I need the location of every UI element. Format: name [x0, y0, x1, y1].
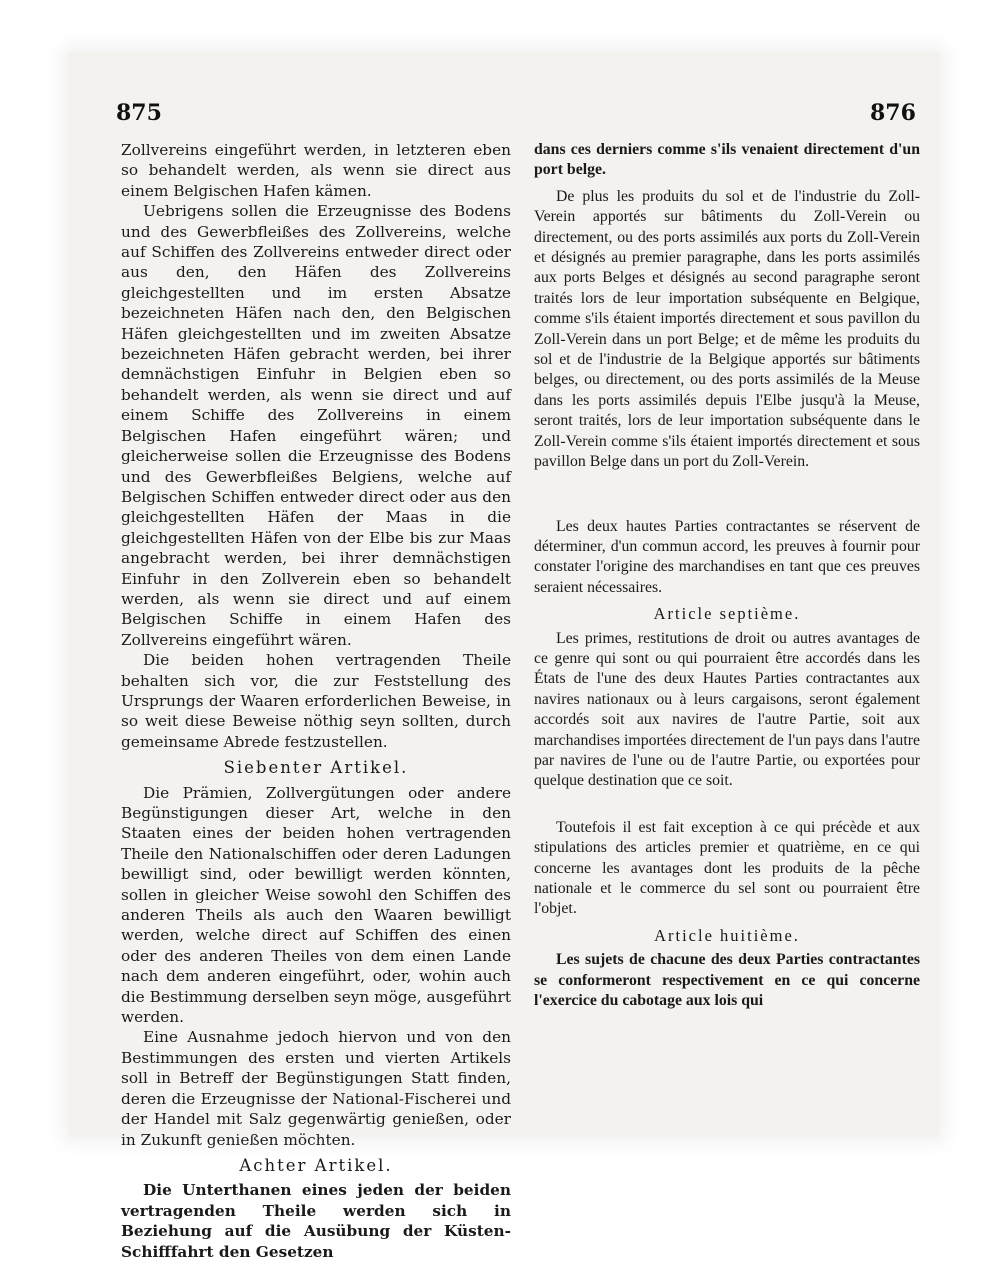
french-paragraph-1: dans ces derniers comme s'ils venaient directement d'un port belge.	[534, 141, 920, 179]
french-paragraph-3: Les deux hautes Parties contractantes se réservent de déterminer, d'un commun accord, les preuves à fournir pour constater l'origine des marchandises en tant que ces preuves seraient nécessaires.	[534, 517, 920, 596]
french-column	[534, 140, 920, 1011]
french-paragraph-5: Toutefois il est fait exception à ce qui précède et aux stipulations des articles premier et quatrième, en ce qui concerne les avantages dont les produits de la pêche nationale et le commerce du sel sont ou pourraient être l'objet.	[534, 818, 920, 918]
french-paragraph-6: Les sujets de chacune des deux Parties contractantes se conformeront respectivement en ce qui concerne l'exercice du cabotage aux lois qui	[534, 951, 920, 1010]
german-paragraph-1: Zollvereins eingeführt werden, in letzteren eben so behandelt werden, als wenn sie direct aus einem Belgischen Hafen kämen.	[121, 141, 511, 200]
german-heading-article-8: Achter Artikel.	[239, 1155, 393, 1175]
german-paragraph-5: Eine Ausnahme jedoch hiervon und von den Bestimmungen des ersten und vierten Artikels soll in Betreff der Begünstigungen Statt finden, deren die Erzeugnisse der National-Fischerei und der Handel mit Salz gegenwärtig genießen, oder in Zukunft genießen möchten.	[121, 1028, 511, 1149]
german-paragraph-3: Die beiden hohen vertragenden Theile behalten sich vor, die zur Feststellung des Ursprungs der Waaren erforderlichen Beweise, in so weit diese Beweise nöthig seyn sollten, durch gemeinsame Abrede festzustellen.	[121, 651, 511, 751]
french-paragraph-2: De plus les produits du sol et de l'industrie du Zoll-Verein apportés sur bâtiments du Zoll-Verein ou directement, ou des ports assimilés aux ports du Zoll-Verein et désignés au premier paragraphe, dans les ports assimilés aux ports Belges et désignés au second paragraphe seront traités lors de leur importation subséquente en Belgique, comme s'ils étaient importés directement et sous pavillon du Zoll-Verein dans un port Belge; et de même les produits du sol et de l'industrie de la Belgique apportés sur bâtiments belges, ou directement, ou des ports assimilés de la Meuse dans les ports assimilés depuis l'Elbe jusqu'à la Meuse, seront traités, lors de leur importation subséquente dans le Zoll-Verein comme s'ils étaient importés directement et sous pavillon Belge dans un port du Zoll-Verein.	[534, 187, 920, 471]
german-paragraph-4: Die Prämien, Zollvergütungen oder andere Begünstigungen dieser Art, welche in den Staaten eines der beiden hohen vertragenden Theile den Nationalschiffen oder deren Ladungen bewilligt sind, oder bewilligt werden könnten, sollen in gleicher Weise sowohl den Schiffen des anderen Theils als auch den Waaren bewilligt werden, welche direct auf Schiffen des einen oder des anderen Theiles von dem einen Lande nach dem anderen eingeführt, oder, wohin auch die Bestimmung derselben seyn möge, ausgeführt werden.	[121, 783, 511, 1027]
german-heading-article-7: Siebenter Artikel.	[223, 758, 409, 778]
german-paragraph-2: Uebrigens sollen die Erzeugnisse des Bodens und des Gewerbfleißes des Zollvereins, welche auf Schiffen des Zollvereins entweder direct oder aus den, den Häfen des Zollvereins gleichgestellten und im ersten Absatze bezeichneten Häfen nach den, den Belgischen Häfen gleichgestellten und im zweiten Absatze bezeichneten Häfen gebracht werden, bei ihrer demnächstigen Einfuhr in Belgien eben so behandelt werden, als wenn sie direct und auf einem Schiffe des Zollvereins in einem Belgischen Hafen eingeführt wären; und gleicherweise sollen die Erzeugnisse des Bodens und des Gewerbfleißes Belgiens, welche auf Belgischen Schiffen entweder direct oder aus den gleichgestellten Häfen der Maas in die gleichgestellten Häfen von der Elbe bis zur Maas angebracht werden, bei ihrer demnächstigen Einfuhr in den Zollverein eben so behandelt werden, als wenn sie direct und auf einem Belgischen Schiffe in einem Hafen des Zollvereins eingeführt wären.	[121, 202, 511, 649]
page-number-right: 876	[870, 100, 916, 126]
german-paragraph-6: Die Unterthanen eines jeden der beiden vertragenden Theile werden sich in Beziehung auf die Ausübung der Küsten-Schifffahrt den Gesetzen	[121, 1181, 511, 1261]
french-heading-article-8: Article huitième.	[654, 925, 800, 945]
french-heading-article-7: Article septième.	[653, 604, 801, 624]
german-column	[121, 140, 511, 1262]
page-number-left: 875	[116, 100, 162, 126]
french-paragraph-4: Les primes, restitutions de droit ou autres avantages de ce genre qui sont ou qui pourraient être accordés dans les États de l'une des deux Hautes Parties contractantes aux navires nationaux ou à leurs cargaisons, seront également accordés soit aux navires de l'autre Partie, soit aux marchandises importées directement de l'un pays dans l'autre par navires de l'une ou de l'autre Partie, ou exportées pour quelque destination que ce soit.	[534, 629, 920, 790]
